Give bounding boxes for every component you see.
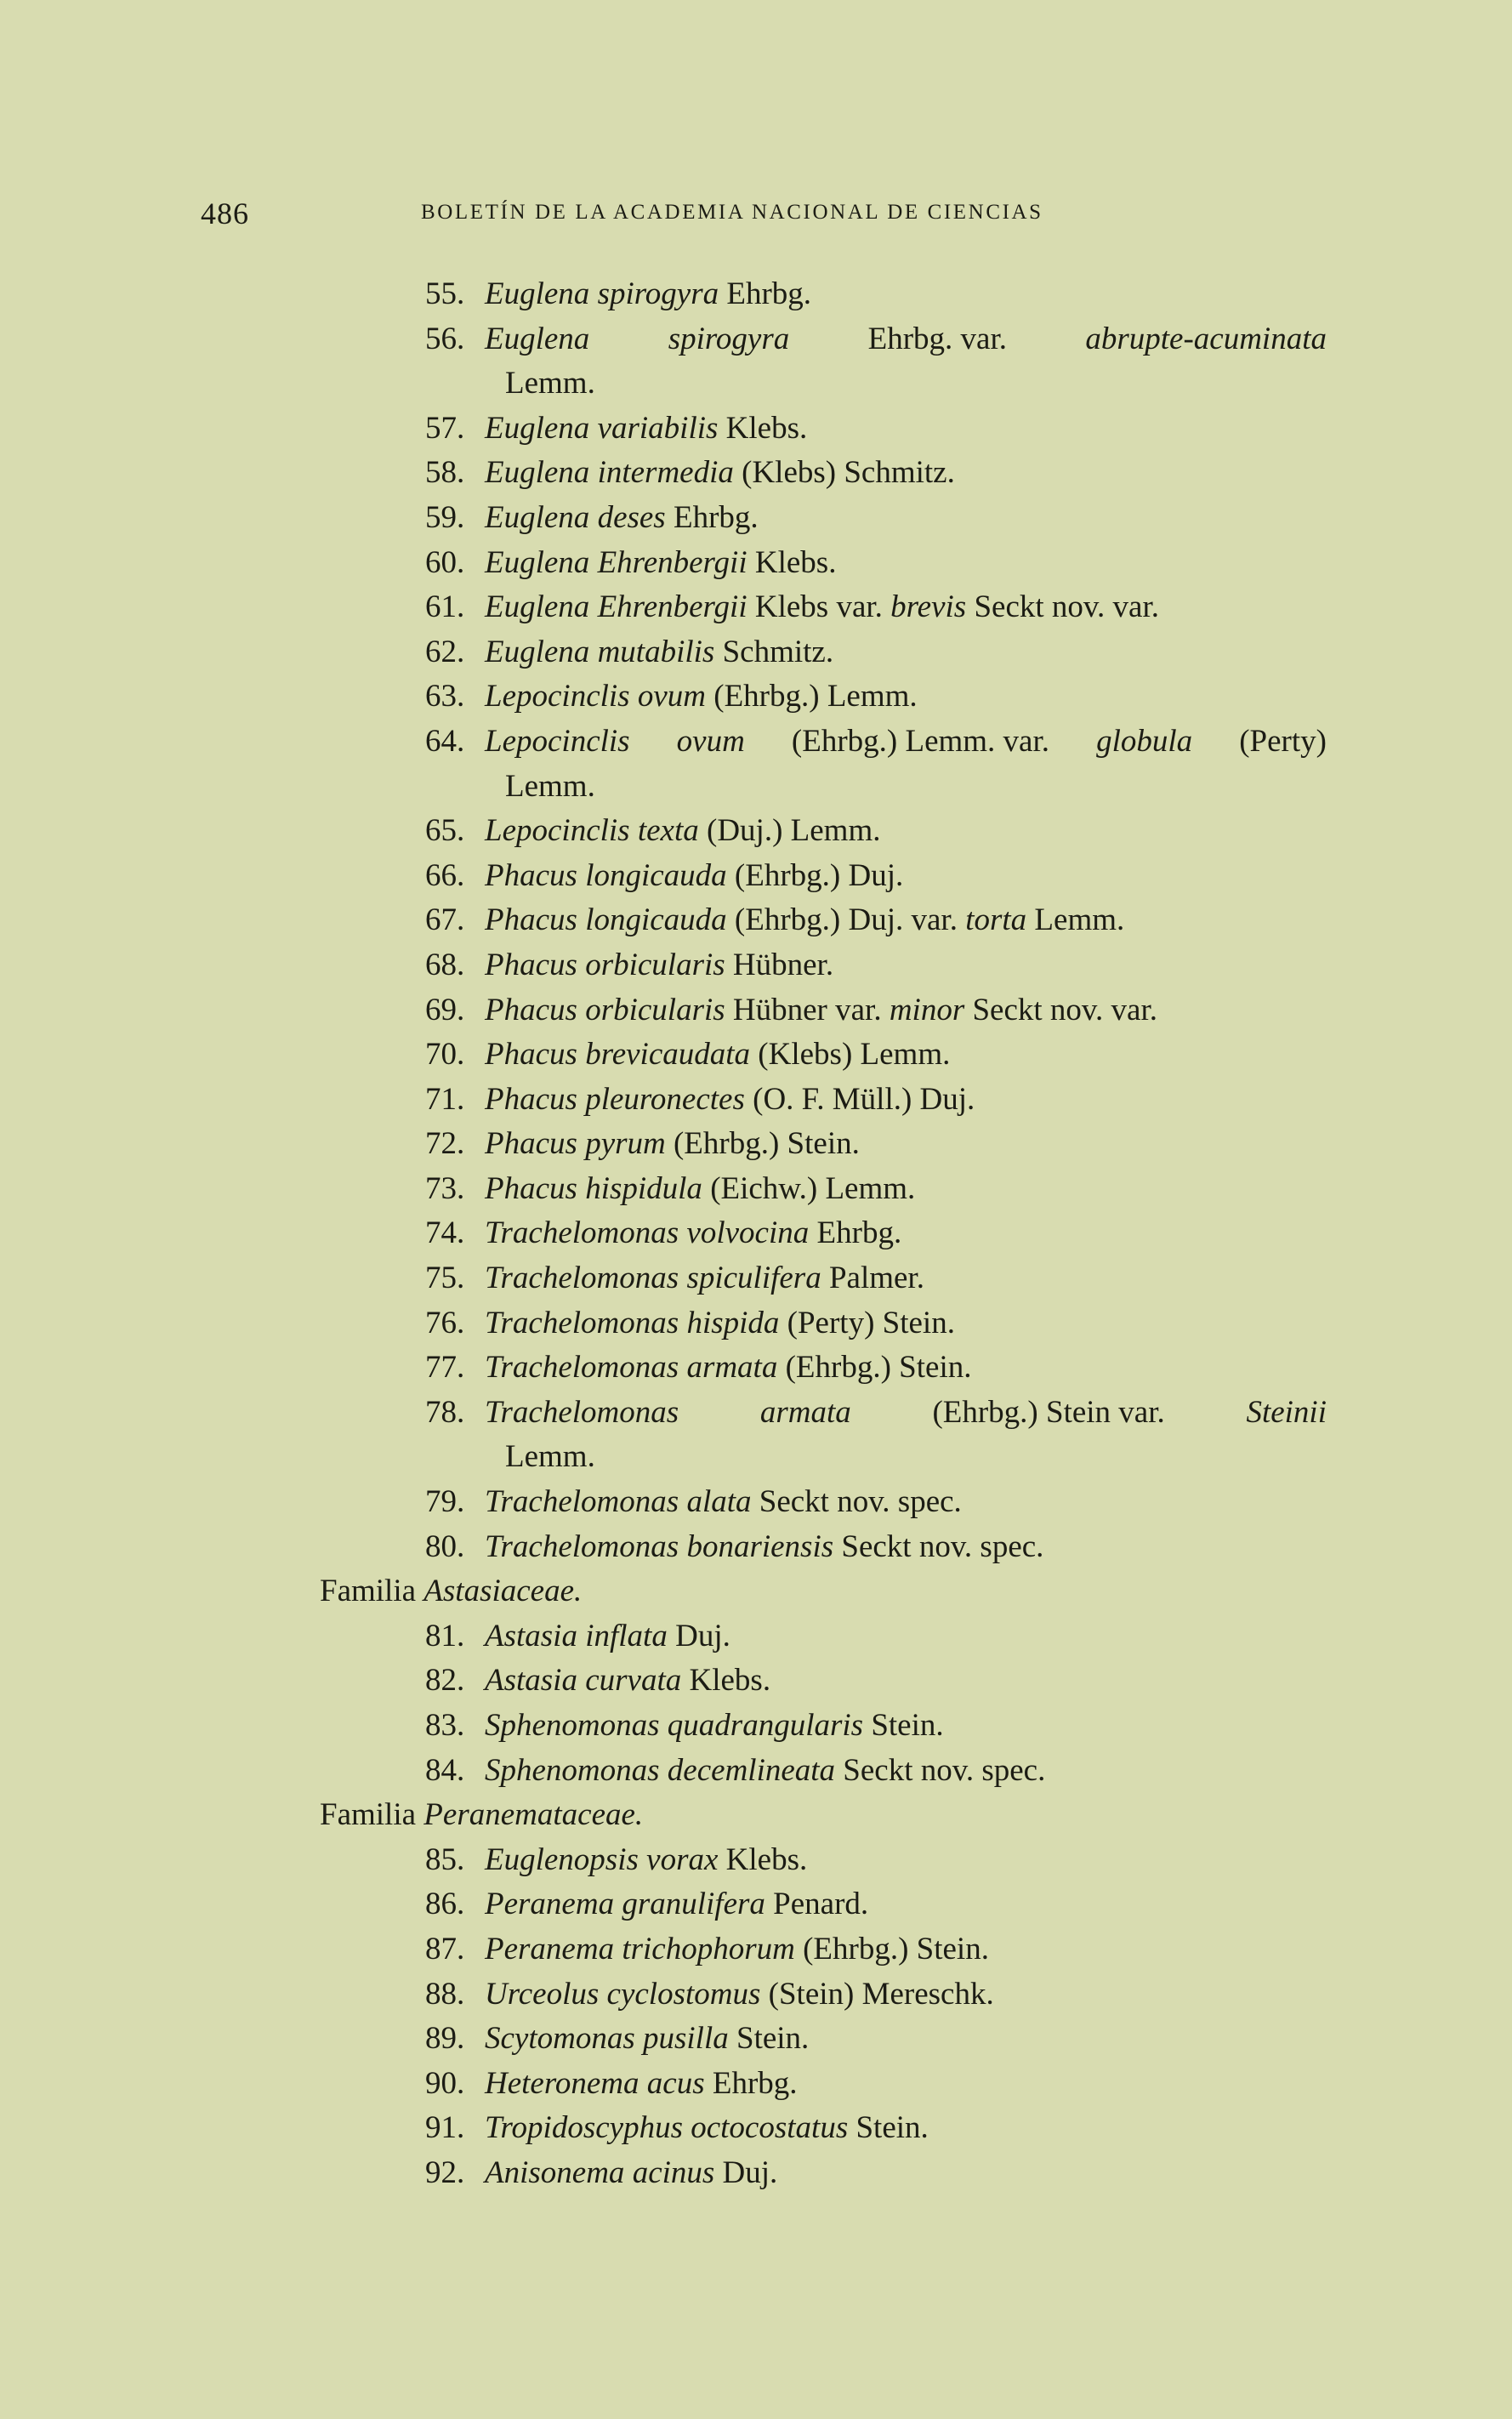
entry-number: 87.: [425, 1931, 465, 1967]
list-item: [0, 1749, 1512, 1794]
list-item: [0, 1614, 1512, 1659]
entry-number: 69.: [425, 992, 465, 1027]
genus-name: Euglenopsis: [485, 1841, 639, 1877]
author-citation: (Perty) Stein.: [787, 1305, 955, 1340]
list-item: [0, 1972, 1512, 2018]
genus-name: Scytomonas: [485, 2021, 635, 2057]
list-item: [0, 1301, 1512, 1346]
list-item: [0, 1078, 1512, 1123]
genus-name: Euglena: [485, 499, 590, 535]
genus-name: Euglena: [485, 589, 590, 625]
list-item: [0, 854, 1512, 899]
list-item: [0, 898, 1512, 943]
species-name: decemlineata: [667, 1752, 836, 1788]
entry-number: 70.: [425, 1037, 465, 1073]
entry-number: 91.: [425, 2110, 465, 2146]
entry-number: 80.: [425, 1528, 465, 1564]
entry-number: 68.: [425, 947, 465, 982]
author-citation: Ehrbg. var.: [867, 321, 1007, 356]
author-citation: Klebs.: [689, 1663, 771, 1699]
list-item: [0, 1927, 1512, 1972]
author-citation: (Ehrbg.) Stein.: [673, 1126, 860, 1162]
species-name: hispida: [686, 1305, 780, 1340]
entry-number: 90.: [425, 2065, 465, 2101]
genus-name: Phacus: [485, 1037, 577, 1073]
genus-name: Phacus: [485, 902, 577, 938]
species-name: texta: [637, 813, 699, 849]
author-citation: Schmitz.: [722, 634, 834, 669]
genus-name: Trachelomonas: [485, 1484, 679, 1520]
list-item: [0, 272, 1512, 317]
variety-name: minor: [889, 992, 965, 1027]
entry-number: 78.: [425, 1394, 465, 1430]
genus-name: Lepocinclis: [485, 813, 630, 849]
entry-number: 74.: [425, 1215, 465, 1251]
species-name: pyrum: [585, 1126, 666, 1162]
author-citation: (Ehrbg.) Lemm.: [713, 679, 918, 714]
family-heading: [0, 1793, 1512, 1838]
species-name: intermedia: [597, 455, 734, 491]
species-name: hispidula: [585, 1170, 702, 1206]
variety-author: Lemm.: [1034, 902, 1125, 938]
variety-name: torta: [965, 902, 1027, 938]
entry-text: [485, 317, 1327, 362]
species-name: mutabilis: [597, 634, 715, 669]
family-label: Familia: [320, 1797, 417, 1833]
author-citation: (Eichw.) Lemm.: [710, 1170, 916, 1206]
entry-number: 71.: [425, 1081, 465, 1117]
species-name: bonariensis: [686, 1528, 834, 1564]
list-item: [0, 720, 1512, 765]
author-citation: (Duj.) Lemm.: [707, 813, 881, 849]
genus-name: Astasia: [485, 1663, 577, 1699]
entry-number: 59.: [425, 499, 465, 535]
list-item: [0, 1346, 1512, 1391]
author-citation: Penard.: [773, 1887, 869, 1922]
entry-number: 79.: [425, 1484, 465, 1520]
entry-number: 63.: [425, 679, 465, 714]
entry-number: 92.: [425, 2154, 465, 2190]
species-name: spirogyra: [597, 276, 719, 311]
family-name: Peranemataceae.: [423, 1797, 644, 1833]
family-name: Astasiaceae.: [423, 1574, 583, 1609]
species-name: quadrangularis: [667, 1708, 864, 1743]
author-citation: (Ehrbg.) Stein.: [785, 1350, 972, 1386]
list-item: [0, 1704, 1512, 1749]
genus-name: Euglena: [485, 544, 590, 580]
list-item-continuation: Lemm.: [505, 1439, 595, 1475]
list-item: [0, 585, 1512, 630]
species-name: ovum: [637, 679, 706, 714]
entry-number: 88.: [425, 1976, 465, 2012]
author-citation: Hübner var.: [732, 992, 882, 1027]
species-name: armata: [686, 1350, 778, 1386]
genus-name: Phacus: [485, 1170, 577, 1206]
species-name: pusilla: [643, 2021, 729, 2057]
list-item: [0, 407, 1512, 452]
author-citation: Klebs.: [725, 410, 808, 446]
author-citation: Klebs.: [725, 1841, 808, 1877]
genus-name: Euglena: [485, 634, 590, 669]
list-item: [0, 1256, 1512, 1301]
entry-text: [485, 1391, 1327, 1436]
entry-number: 67.: [425, 902, 465, 938]
species-name: ovum: [676, 723, 745, 759]
species-name: pleuronectes: [585, 1081, 745, 1117]
entry-number: 81.: [425, 1618, 465, 1653]
species-name: vorax: [646, 1841, 719, 1877]
species-name: longicauda: [585, 902, 727, 938]
author-citation: (Ehrbg.) Duj. var.: [734, 902, 958, 938]
genus-name: Trachelomonas: [485, 1394, 679, 1430]
author-citation: (O. F. Müll.) Duj.: [753, 1081, 975, 1117]
list-item-continuation: Lemm.: [505, 366, 595, 401]
author-citation: (Klebs) Lemm.: [758, 1037, 951, 1073]
author-citation: (Klebs) Schmitz.: [742, 455, 955, 491]
list-item: [0, 630, 1512, 675]
author-citation: Ehrbg.: [712, 2065, 798, 2101]
author-citation: Klebs var.: [754, 589, 883, 625]
entry-number: 75.: [425, 1261, 465, 1296]
species-name: spirogyra: [668, 321, 790, 356]
author-citation: Seckt nov. spec.: [759, 1484, 962, 1520]
list-item: [0, 1211, 1512, 1256]
variety-name: abrupte-acuminata: [1085, 321, 1327, 356]
author-citation: (Ehrbg.) Stein var.: [932, 1394, 1165, 1430]
entry-number: 64.: [425, 723, 465, 759]
entry-number: 61.: [425, 589, 465, 625]
list-item: [0, 674, 1512, 720]
list-item: [0, 1480, 1512, 1525]
species-name: Ehrenbergii: [597, 544, 747, 580]
author-citation: (Ehrbg.) Duj.: [734, 857, 904, 893]
author-citation: Ehrbg.: [673, 499, 759, 535]
genus-name: Sphenomonas: [485, 1708, 660, 1743]
list-item: [0, 1167, 1512, 1212]
entry-number: 56.: [425, 321, 465, 356]
species-name: spiculifera: [686, 1261, 821, 1296]
author-citation: (Stein) Mereschk.: [768, 1976, 994, 2012]
genus-name: Tropidoscyphus: [485, 2110, 683, 2146]
list-item: [0, 317, 1512, 362]
entry-number: 65.: [425, 813, 465, 849]
author-citation: Seckt nov. spec.: [841, 1528, 1044, 1564]
author-citation: Stein.: [855, 2110, 929, 2146]
list-item: [0, 1391, 1512, 1436]
author-citation: Palmer.: [828, 1261, 924, 1296]
entry-number: 86.: [425, 1887, 465, 1922]
entry-text: [485, 720, 1327, 765]
genus-name: Astasia: [485, 1618, 577, 1653]
list-item: [0, 1525, 1512, 1570]
entry-number: 82.: [425, 1663, 465, 1699]
list-item: [0, 541, 1512, 586]
list-item: [0, 2062, 1512, 2107]
author-citation: Duj.: [675, 1618, 730, 1653]
species-name: inflata: [585, 1618, 668, 1653]
variety-name: globula: [1096, 723, 1193, 759]
author-citation: Seckt nov. spec.: [843, 1752, 1046, 1788]
species-name: cyclostomus: [606, 1976, 761, 2012]
list-item: [0, 2106, 1512, 2151]
species-name: octocostatus: [691, 2110, 849, 2146]
variety-author: (Perty): [1239, 723, 1327, 759]
species-name: deses: [597, 499, 666, 535]
entry-number: 66.: [425, 857, 465, 893]
list-item: [0, 988, 1512, 1033]
variety-name: Steinii: [1246, 1394, 1327, 1430]
genus-name: Phacus: [485, 1081, 577, 1117]
family-label: Familia: [320, 1574, 417, 1609]
genus-name: Euglena: [485, 321, 590, 356]
species-list: [0, 272, 1512, 2196]
species-name: Ehrenbergii: [597, 589, 747, 625]
species-name: orbicularis: [585, 992, 725, 1027]
genus-name: Anisonema: [485, 2154, 625, 2190]
species-name: volvocina: [686, 1215, 810, 1251]
genus-name: Phacus: [485, 992, 577, 1027]
author-citation: (Ehrbg.) Lemm. var.: [791, 723, 1050, 759]
author-citation: (Ehrbg.) Stein.: [803, 1931, 989, 1967]
list-item-continuation: Lemm.: [505, 768, 595, 804]
family-heading: [0, 1569, 1512, 1614]
page-header: [0, 196, 1512, 238]
genus-name: Sphenomonas: [485, 1752, 660, 1788]
genus-name: Trachelomonas: [485, 1215, 679, 1251]
genus-name: Urceolus: [485, 1976, 600, 2012]
genus-name: Trachelomonas: [485, 1350, 679, 1386]
genus-name: Peranema: [485, 1931, 615, 1967]
author-citation: Stein.: [736, 2021, 810, 2057]
entry-number: 85.: [425, 1841, 465, 1877]
entry-number: 60.: [425, 544, 465, 580]
genus-name: Trachelomonas: [485, 1305, 679, 1340]
running-title: BOLETÍN DE LA ACADEMIA NACIONAL DE CIENCIAS: [421, 201, 1043, 224]
species-name: acus: [646, 2065, 705, 2101]
entry-number: 57.: [425, 410, 465, 446]
species-name: orbicularis: [585, 947, 725, 982]
list-item: [0, 2017, 1512, 2062]
variety-author: Seckt nov. var.: [974, 589, 1159, 625]
entry-number: 77.: [425, 1350, 465, 1386]
author-citation: Ehrbg.: [816, 1215, 902, 1251]
list-item: [0, 1122, 1512, 1167]
species-name: curvata: [585, 1663, 682, 1699]
genus-name: Euglena: [485, 455, 590, 491]
species-name: longicauda: [585, 857, 727, 893]
list-item: [0, 1838, 1512, 1883]
list-item: [0, 1033, 1512, 1078]
entry-number: 58.: [425, 455, 465, 491]
species-name: alata: [686, 1484, 752, 1520]
species-name: trichophorum: [622, 1931, 795, 1967]
genus-name: Lepocinclis: [485, 679, 630, 714]
variety-name: brevis: [890, 589, 967, 625]
entry-number: 72.: [425, 1126, 465, 1162]
entry-number: 84.: [425, 1752, 465, 1788]
entry-number: 89.: [425, 2021, 465, 2057]
list-item: [0, 809, 1512, 854]
genus-name: Euglena: [485, 276, 590, 311]
species-name: variabilis: [597, 410, 719, 446]
genus-name: Euglena: [485, 410, 590, 446]
list-item: [0, 2151, 1512, 2196]
genus-name: Peranema: [485, 1887, 615, 1922]
list-item: [0, 496, 1512, 541]
genus-name: Trachelomonas: [485, 1261, 679, 1296]
author-citation: Stein.: [871, 1708, 944, 1743]
entry-number: 83.: [425, 1708, 465, 1743]
author-citation: Ehrbg.: [726, 276, 812, 311]
entry-number: 55.: [425, 276, 465, 311]
genus-name: Heteronema: [485, 2065, 639, 2101]
species-name: brevicaudata: [585, 1037, 751, 1073]
genus-name: Trachelomonas: [485, 1528, 679, 1564]
page-number: 486: [201, 196, 249, 231]
list-item: [0, 943, 1512, 988]
list-item: [0, 1882, 1512, 1927]
list-item: [0, 451, 1512, 496]
list-item: [0, 1659, 1512, 1704]
species-name: acinus: [632, 2154, 715, 2190]
entry-number: 62.: [425, 634, 465, 669]
author-citation: Hübner.: [732, 947, 834, 982]
entry-number: 76.: [425, 1305, 465, 1340]
species-name: granulifera: [622, 1887, 765, 1922]
variety-author: Seckt nov. var.: [972, 992, 1157, 1027]
genus-name: Lepocinclis: [485, 723, 630, 759]
species-name: armata: [759, 1394, 851, 1430]
author-citation: Duj.: [722, 2154, 778, 2190]
genus-name: Phacus: [485, 947, 577, 982]
genus-name: Phacus: [485, 857, 577, 893]
entry-number: 73.: [425, 1170, 465, 1206]
genus-name: Phacus: [485, 1126, 577, 1162]
author-citation: Klebs.: [754, 544, 837, 580]
